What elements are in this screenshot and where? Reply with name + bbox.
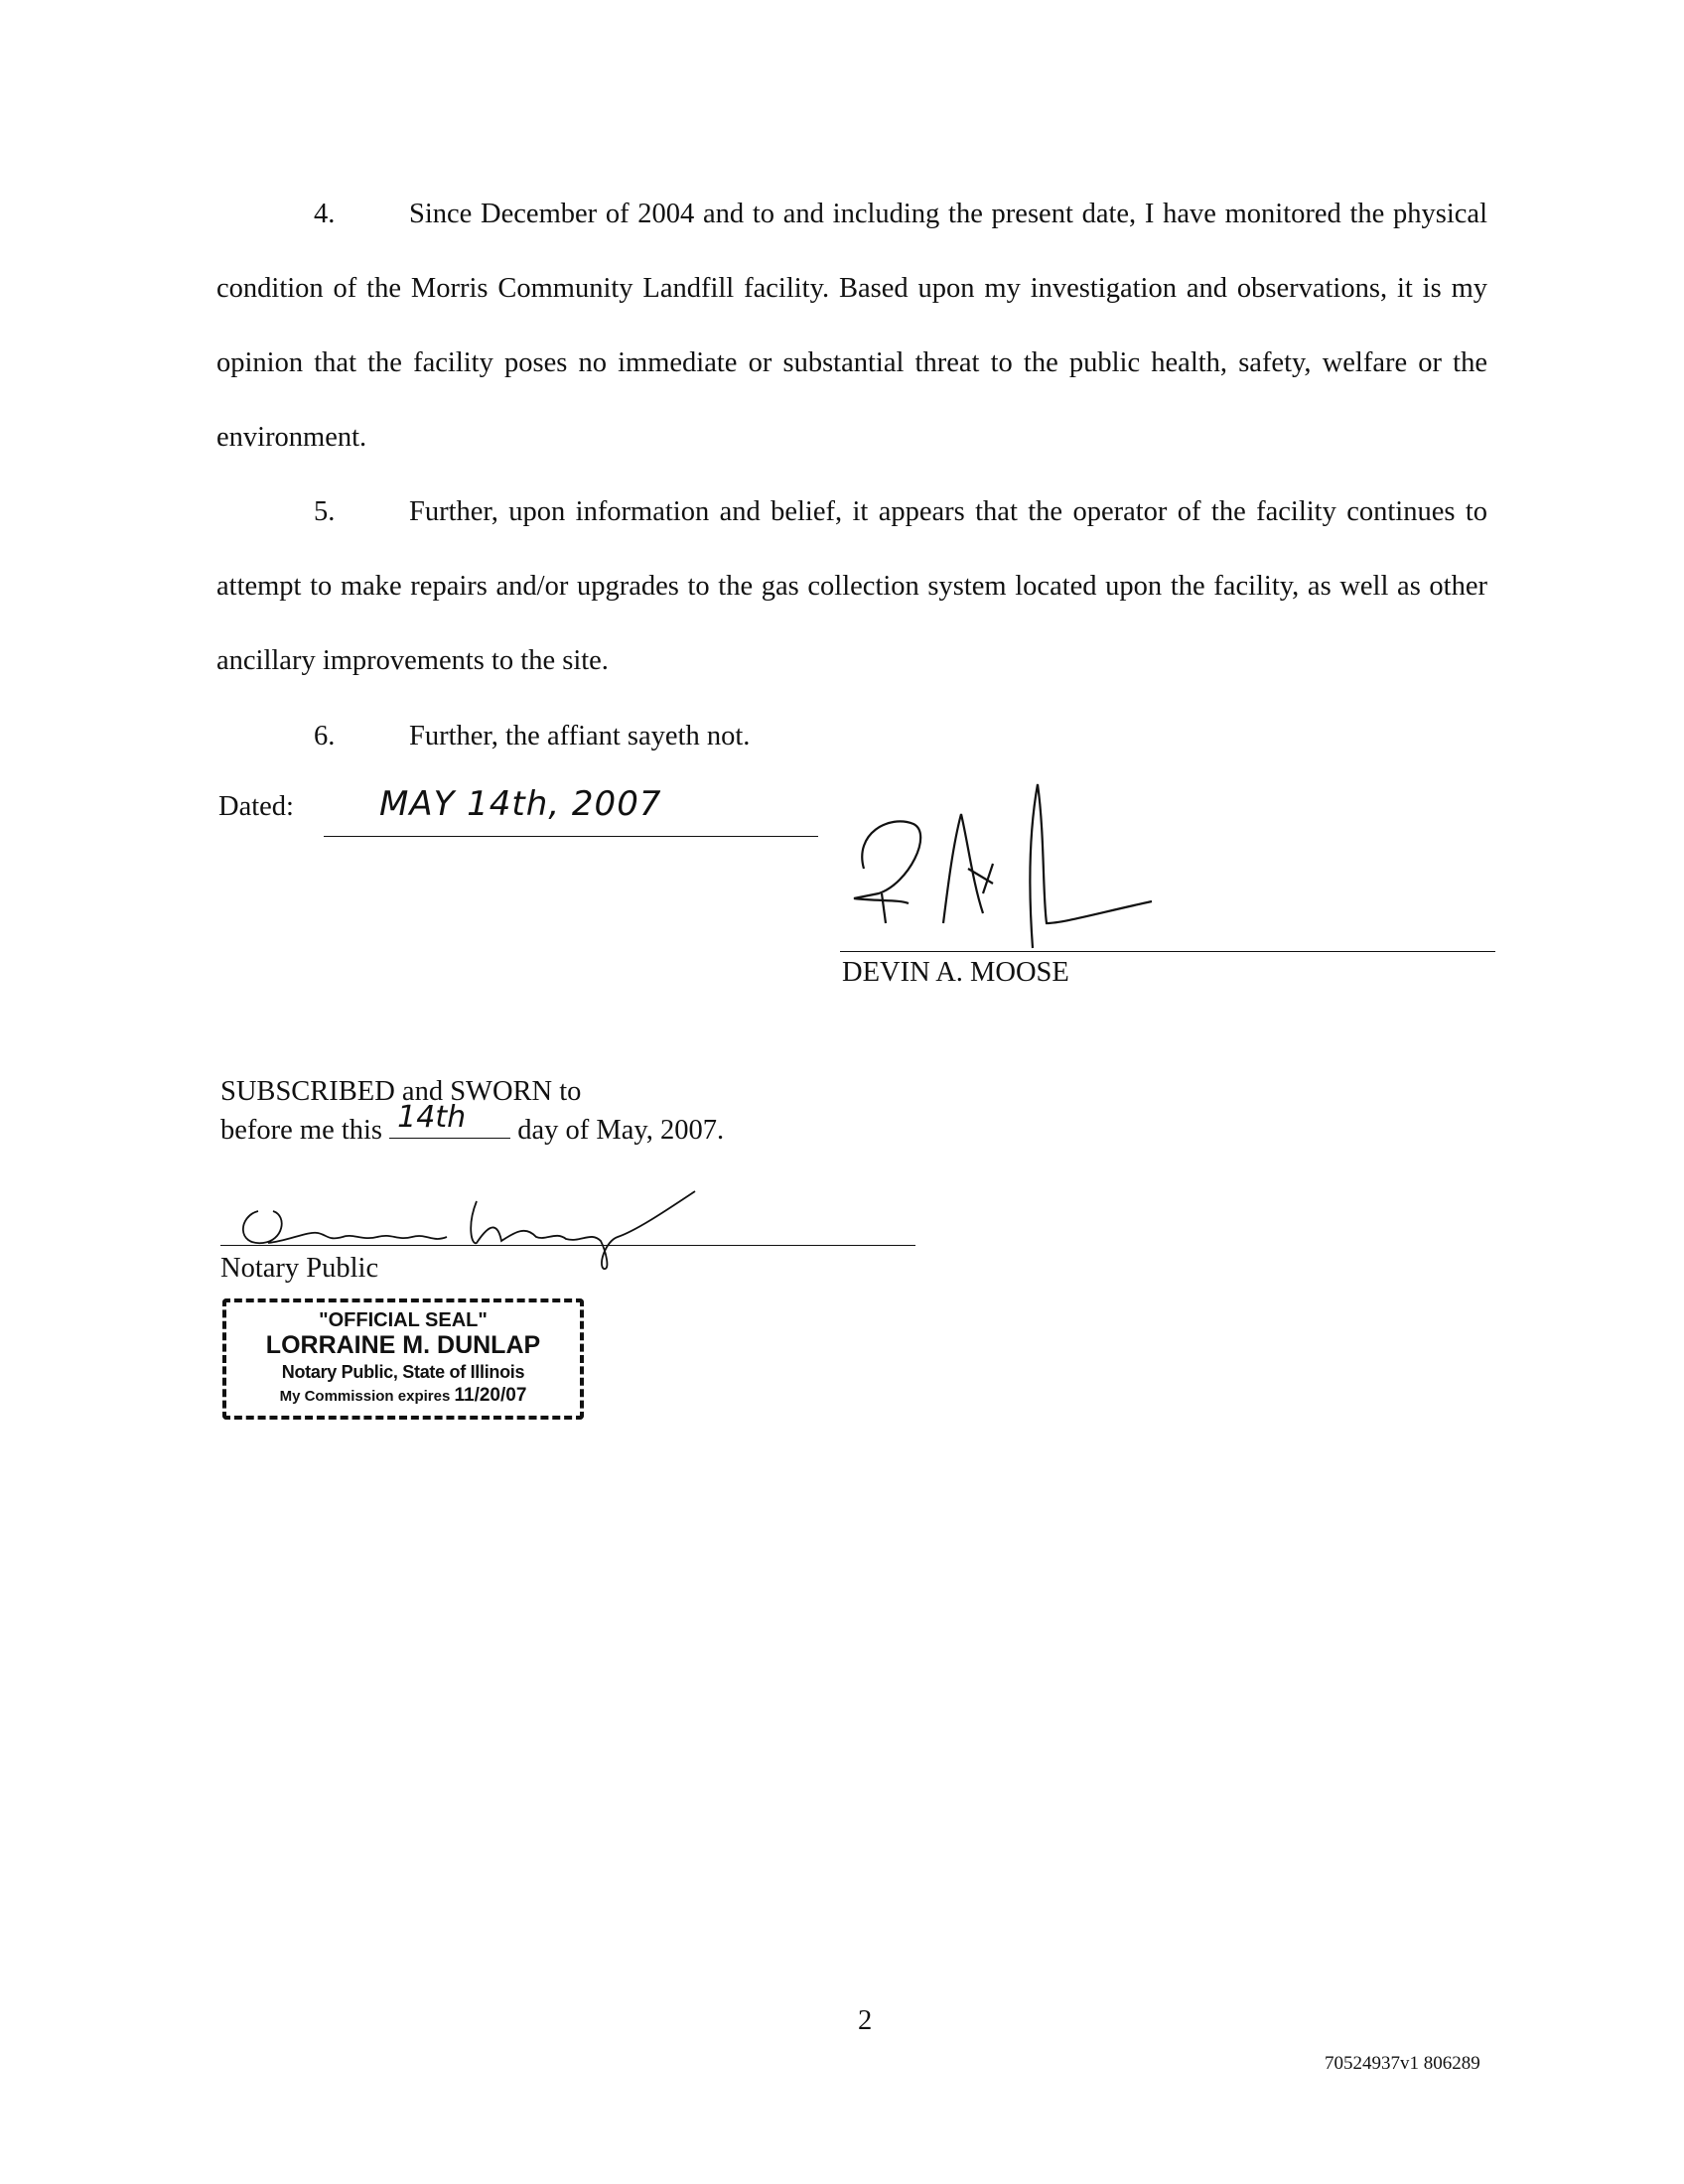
seal-expiration — [226, 1386, 580, 1405]
paragraph-6 — [216, 699, 1487, 773]
notary-label: Notary Public — [220, 1253, 379, 1284]
document-id: 70524937v1 806289 — [1325, 2053, 1480, 2074]
notary-signature-line — [220, 1245, 915, 1246]
seal-expires-date: 11/20/07 — [454, 1385, 527, 1406]
notary-seal — [222, 1298, 584, 1420]
paragraph-number: 5. — [314, 496, 336, 527]
seal-state: Notary Public, State of Illinois — [281, 1362, 525, 1382]
paragraph-text: Further, upon information and belief, it appears that the operator of the facility continues to attempt to make repairs and/or upgrades to the gas collection system located upon the facility, as well as other ancillary improvements to the site. — [216, 496, 1487, 676]
jurat-before-text: before me this — [220, 1115, 383, 1146]
day-blank — [389, 1100, 510, 1139]
paragraph-5 — [216, 475, 1487, 698]
affiant-signature — [834, 774, 1192, 953]
paragraph-text: Since December of 2004 and to and including the present date, I have monitored the physical condition of the Morris Community Landfill facility. Based upon my investigation and observations, it is my opinion that the facility poses no immediate or substantial threat to the public health, safety, welfare or the environment. — [216, 199, 1487, 453]
paragraph-text: Further, the affiant sayeth not. — [409, 721, 751, 751]
paragraph-4 — [216, 177, 1487, 475]
seal-expires-label: My Commission expires — [279, 1388, 451, 1405]
dated-label: Dated: — [218, 791, 294, 822]
page-number: 2 — [858, 2005, 873, 2036]
paragraph-number: 4. — [314, 199, 336, 229]
paragraph-number: 6. — [314, 721, 336, 751]
dated-signature-line — [324, 836, 818, 837]
seal-name: LORRAINE M. DUNLAP — [265, 1331, 541, 1359]
jurat-after-text: day of May, 2007. — [517, 1115, 725, 1146]
seal-title: "OFFICIAL SEAL" — [319, 1309, 488, 1331]
jurat-line-2 — [220, 1100, 725, 1149]
day-handwritten: 14th — [397, 1100, 467, 1135]
jurat-line-1: SUBSCRIBED and SWORN to — [220, 1076, 582, 1107]
dated-handwritten: MAY 14th, 2007 — [379, 784, 662, 824]
affiant-name: DEVIN A. MOOSE — [842, 957, 1069, 988]
affiant-signature-line — [840, 951, 1495, 952]
